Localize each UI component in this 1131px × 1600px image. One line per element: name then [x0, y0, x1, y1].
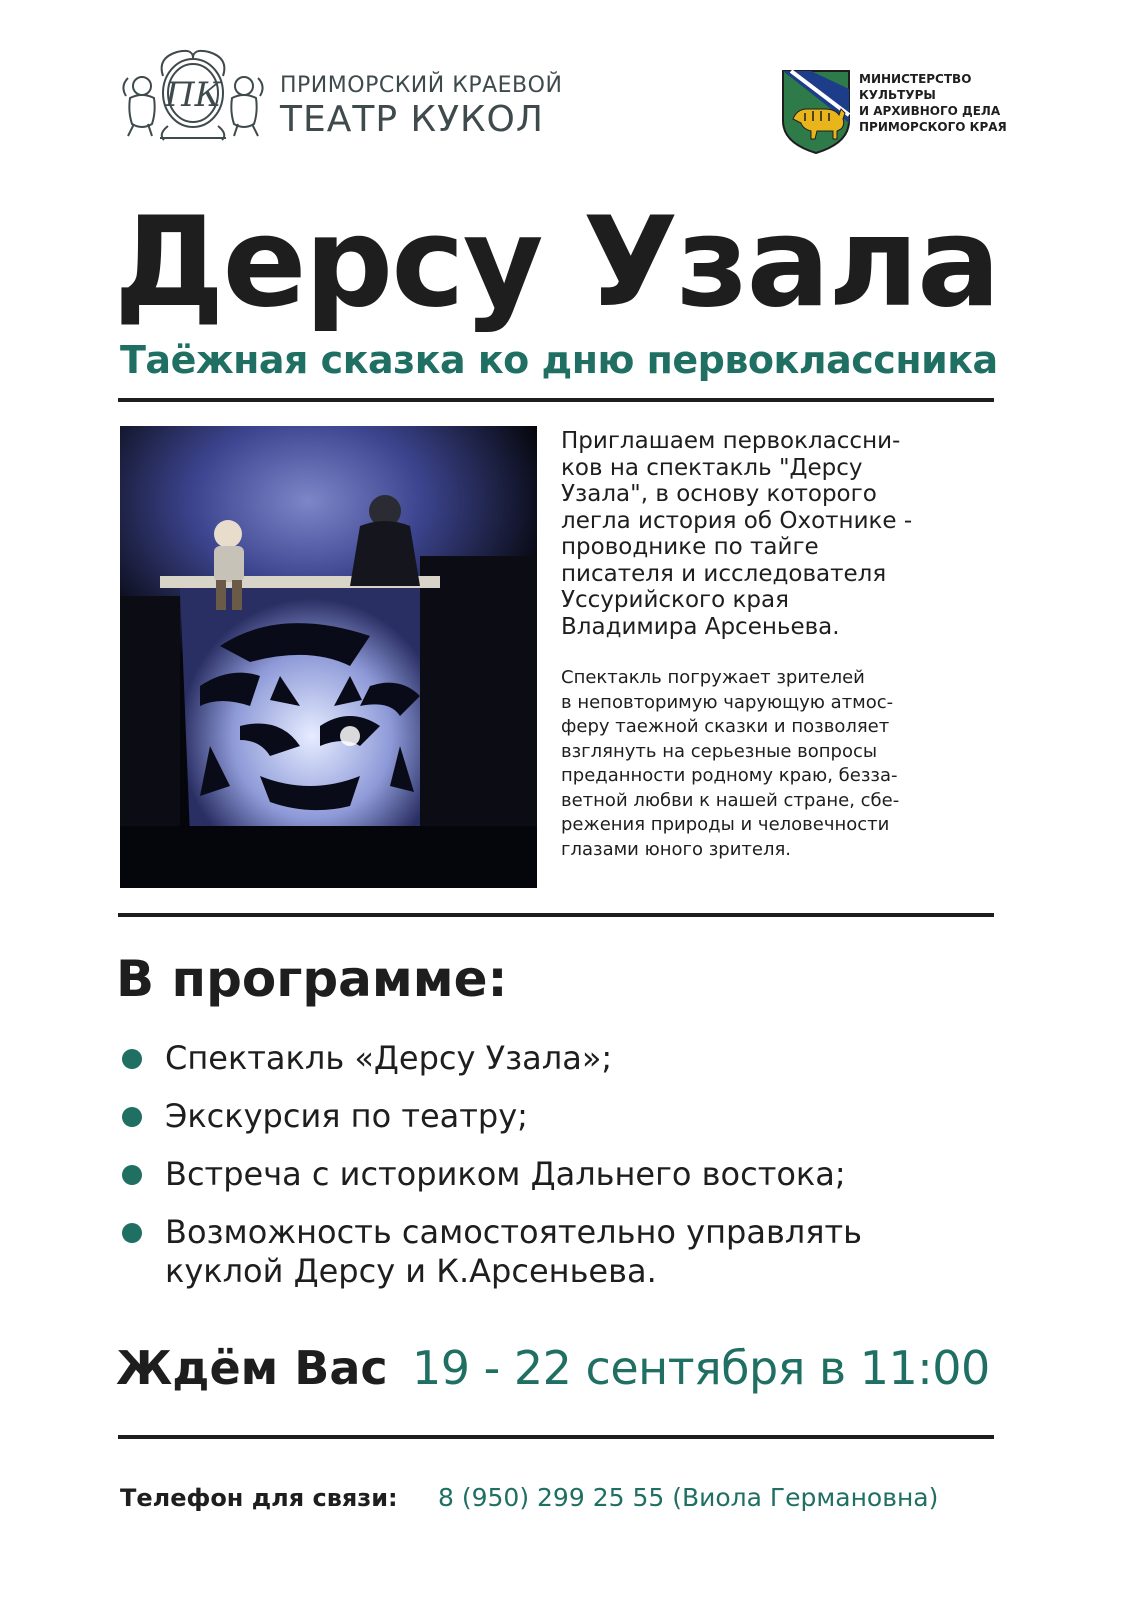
- divider: [118, 398, 994, 402]
- event-dates: 19 - 22 сентября в 11:00: [412, 1341, 990, 1395]
- divider: [118, 913, 994, 917]
- description-line: в неповторимую чарующую атмос-: [561, 691, 894, 713]
- invitation-label: Ждём Вас: [116, 1341, 388, 1395]
- program-item-text: Экскурсия по театру;: [165, 1097, 528, 1135]
- page-subtitle: Таёжная сказка ко дню первоклассника: [120, 338, 998, 382]
- description-line: проводнике по тайге: [561, 534, 819, 560]
- page-title: Дерсу Узала: [114, 191, 999, 335]
- program-heading: В программе:: [116, 950, 508, 1008]
- theatre-name-line1: ПРИМОРСКИЙ КРАЕВОЙ: [280, 73, 563, 98]
- description-paragraph-2: [561, 666, 991, 862]
- program-item-text: Спектакль «Дерсу Узала»;: [165, 1039, 613, 1077]
- description-line: взглянуть на серьезные вопросы: [561, 740, 878, 762]
- program-item-text: Возможность самостоятельно управлять: [165, 1213, 862, 1251]
- theatre-logo-icon: [120, 46, 266, 144]
- ministry-line: И АРХИВНОГО ДЕЛА: [859, 104, 1001, 118]
- description-line: Спектакль погружает зрителей: [561, 667, 865, 688]
- description-line: легла история об Охотнике -: [561, 507, 913, 534]
- ministry-line: ПРИМОРСКОГО КРАЯ: [859, 120, 1007, 134]
- bullet-icon: [122, 1107, 142, 1127]
- bullet-icon: [122, 1049, 142, 1069]
- ministry-name: [859, 71, 1007, 135]
- description-line: Владимира Арсеньева.: [561, 613, 840, 640]
- contact-phone: 8 (950) 299 25 55 (Виола Германовна): [438, 1483, 939, 1512]
- theatre-name-line2: ТЕАТР КУКОЛ: [280, 99, 544, 140]
- description-line: Приглашаем первоклассни-: [561, 428, 901, 454]
- description-paragraph-1: [561, 428, 991, 640]
- ministry-line: КУЛЬТУРЫ: [859, 88, 936, 102]
- program-item-text: куклой Дерсу и К.Арсеньева.: [165, 1252, 657, 1290]
- description-line: режения природы и человечности: [561, 814, 890, 835]
- description-line: Уссурийского края: [561, 587, 789, 613]
- bullet-icon: [122, 1223, 142, 1243]
- divider: [118, 1435, 994, 1439]
- program-item-text: Встреча с историком Дальнего востока;: [165, 1155, 846, 1193]
- performance-photo: [120, 426, 537, 888]
- ministry-emblem-icon: [781, 69, 851, 155]
- logo-letters: ПК: [165, 75, 221, 115]
- bullet-icon: [122, 1165, 142, 1185]
- description-line: ветной любви к нашей стране, сбе-: [561, 789, 900, 811]
- description-line: глазами юного зрителя.: [561, 838, 792, 860]
- description-line: Узала", в основу которого: [561, 481, 877, 507]
- description-line: преданности родному краю, безза-: [561, 765, 898, 786]
- ministry-line: МИНИСТЕРСТВО: [859, 72, 972, 86]
- description-line: писателя и исследователя: [561, 560, 887, 587]
- theatre-name: [280, 72, 562, 140]
- description-line: феру таежной сказки и позволяет: [561, 716, 890, 737]
- description-line: ков на спектакль "Дерсу: [561, 454, 863, 481]
- contact-label: Телефон для связи:: [120, 1484, 398, 1512]
